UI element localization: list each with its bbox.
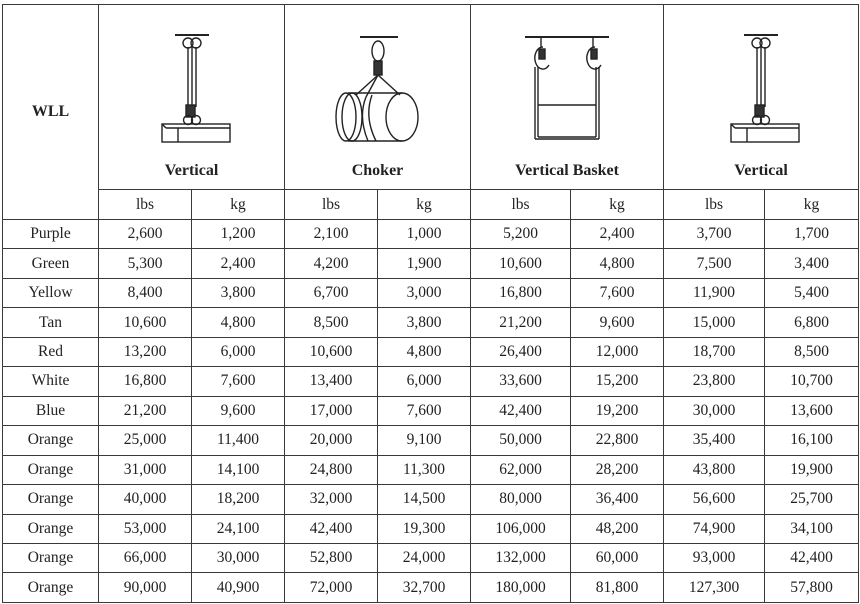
- capacity-cell: 32,700: [378, 573, 471, 603]
- hitch-label: Vertical: [164, 162, 219, 179]
- capacity-cell: 40,900: [192, 573, 285, 603]
- sling-color-cell: Orange: [3, 573, 99, 603]
- capacity-cell: 48,200: [571, 514, 664, 543]
- capacity-cell: 31,000: [99, 455, 192, 484]
- sling-color-cell: Orange: [3, 514, 99, 543]
- capacity-cell: 36,400: [571, 485, 664, 514]
- hitch-vertical-header: [99, 5, 285, 190]
- sling-color-cell: White: [3, 367, 99, 396]
- table-row: [3, 278, 859, 307]
- capacity-cell: 2,400: [571, 220, 664, 249]
- sling-color-cell: Orange: [3, 485, 99, 514]
- sling-color-cell: Green: [3, 249, 99, 278]
- sling-color-cell: Orange: [3, 455, 99, 484]
- capacity-cell: 14,500: [378, 485, 471, 514]
- table-row: [3, 308, 859, 337]
- unit-header: kg: [571, 190, 664, 220]
- capacity-cell: 6,000: [378, 367, 471, 396]
- capacity-cell: 3,800: [192, 278, 285, 307]
- capacity-cell: 22,800: [571, 426, 664, 455]
- capacity-cell: 53,000: [99, 514, 192, 543]
- capacity-cell: 16,800: [471, 278, 571, 307]
- capacity-cell: 19,900: [765, 455, 859, 484]
- capacity-cell: 16,800: [99, 367, 192, 396]
- capacity-cell: 11,400: [192, 426, 285, 455]
- capacity-cell: 10,600: [285, 337, 378, 366]
- table-row: [3, 573, 859, 603]
- capacity-cell: 8,500: [765, 337, 859, 366]
- capacity-cell: 30,000: [192, 543, 285, 572]
- capacity-cell: 24,100: [192, 514, 285, 543]
- capacity-cell: 9,100: [378, 426, 471, 455]
- vertical-hitch-icon: [721, 27, 801, 147]
- capacity-cell: 72,000: [285, 573, 378, 603]
- capacity-cell: 93,000: [664, 543, 765, 572]
- hitch-vertical-header-2: [664, 5, 859, 190]
- unit-header: kg: [192, 190, 285, 220]
- capacity-cell: 127,300: [664, 573, 765, 603]
- capacity-cell: 4,200: [285, 249, 378, 278]
- capacity-cell: 180,000: [471, 573, 571, 603]
- capacity-cell: 3,800: [378, 308, 471, 337]
- capacity-cell: 60,000: [571, 543, 664, 572]
- table-row: [3, 543, 859, 572]
- wll-capacity-table: [2, 4, 859, 603]
- table-row: [3, 396, 859, 425]
- table-body: [3, 220, 859, 603]
- capacity-cell: 19,200: [571, 396, 664, 425]
- capacity-cell: 7,600: [378, 396, 471, 425]
- capacity-cell: 56,600: [664, 485, 765, 514]
- hitch-label: Vertical Basket: [515, 162, 619, 179]
- sling-color-cell: Tan: [3, 308, 99, 337]
- capacity-cell: 42,400: [285, 514, 378, 543]
- unit-header: lbs: [99, 190, 192, 220]
- capacity-cell: 6,800: [765, 308, 859, 337]
- table-row: [3, 485, 859, 514]
- unit-header: lbs: [471, 190, 571, 220]
- capacity-cell: 21,200: [99, 396, 192, 425]
- capacity-cell: 1,700: [765, 220, 859, 249]
- table-row: [3, 220, 859, 249]
- vertical-hitch-icon: [152, 27, 232, 147]
- table-row: [3, 367, 859, 396]
- capacity-cell: 9,600: [192, 396, 285, 425]
- capacity-cell: 42,400: [765, 543, 859, 572]
- capacity-cell: 2,400: [192, 249, 285, 278]
- capacity-cell: 25,000: [99, 426, 192, 455]
- choker-hitch-icon: [328, 27, 428, 147]
- capacity-cell: 1,900: [378, 249, 471, 278]
- capacity-cell: 3,700: [664, 220, 765, 249]
- sling-color-cell: Red: [3, 337, 99, 366]
- capacity-cell: 35,400: [664, 426, 765, 455]
- capacity-cell: 4,800: [378, 337, 471, 366]
- table-row: [3, 426, 859, 455]
- sling-color-cell: Purple: [3, 220, 99, 249]
- capacity-cell: 43,800: [664, 455, 765, 484]
- capacity-cell: 5,400: [765, 278, 859, 307]
- unit-header-row: [3, 190, 859, 220]
- capacity-cell: 26,400: [471, 337, 571, 366]
- capacity-cell: 19,300: [378, 514, 471, 543]
- capacity-cell: 1,200: [192, 220, 285, 249]
- capacity-cell: 7,500: [664, 249, 765, 278]
- capacity-cell: 10,600: [99, 308, 192, 337]
- capacity-cell: 4,800: [192, 308, 285, 337]
- unit-header: kg: [378, 190, 471, 220]
- capacity-cell: 8,500: [285, 308, 378, 337]
- capacity-cell: 34,100: [765, 514, 859, 543]
- hitch-vertical-basket-header: [471, 5, 664, 190]
- capacity-cell: 6,700: [285, 278, 378, 307]
- capacity-cell: 8,400: [99, 278, 192, 307]
- capacity-cell: 50,000: [471, 426, 571, 455]
- capacity-cell: 11,900: [664, 278, 765, 307]
- capacity-cell: 24,000: [378, 543, 471, 572]
- capacity-cell: 52,800: [285, 543, 378, 572]
- capacity-cell: 7,600: [192, 367, 285, 396]
- capacity-cell: 132,000: [471, 543, 571, 572]
- capacity-cell: 21,200: [471, 308, 571, 337]
- capacity-cell: 57,800: [765, 573, 859, 603]
- hitch-label: Vertical: [734, 162, 788, 179]
- table-row: [3, 249, 859, 278]
- sling-color-cell: Yellow: [3, 278, 99, 307]
- table-row: [3, 455, 859, 484]
- capacity-cell: 10,700: [765, 367, 859, 396]
- hitch-label: Choker: [351, 162, 404, 179]
- capacity-cell: 14,100: [192, 455, 285, 484]
- capacity-cell: 81,800: [571, 573, 664, 603]
- capacity-cell: 3,400: [765, 249, 859, 278]
- unit-header: lbs: [285, 190, 378, 220]
- capacity-cell: 10,600: [471, 249, 571, 278]
- capacity-cell: 25,700: [765, 485, 859, 514]
- hitch-header-row: [3, 5, 859, 190]
- capacity-cell: 16,100: [765, 426, 859, 455]
- capacity-cell: 30,000: [664, 396, 765, 425]
- capacity-cell: 7,600: [571, 278, 664, 307]
- capacity-cell: 74,900: [664, 514, 765, 543]
- capacity-cell: 1,000: [378, 220, 471, 249]
- capacity-cell: 80,000: [471, 485, 571, 514]
- capacity-cell: 13,200: [99, 337, 192, 366]
- vertical-basket-hitch-icon: [517, 27, 617, 147]
- capacity-cell: 2,100: [285, 220, 378, 249]
- capacity-cell: 42,400: [471, 396, 571, 425]
- capacity-cell: 17,000: [285, 396, 378, 425]
- capacity-cell: 13,600: [765, 396, 859, 425]
- unit-header: lbs: [664, 190, 765, 220]
- capacity-cell: 15,000: [664, 308, 765, 337]
- capacity-cell: 28,200: [571, 455, 664, 484]
- capacity-cell: 5,200: [471, 220, 571, 249]
- capacity-cell: 33,600: [471, 367, 571, 396]
- capacity-cell: 66,000: [99, 543, 192, 572]
- table-row: [3, 337, 859, 366]
- capacity-cell: 20,000: [285, 426, 378, 455]
- capacity-cell: 90,000: [99, 573, 192, 603]
- wll-header: WLL: [3, 5, 99, 220]
- capacity-cell: 5,300: [99, 249, 192, 278]
- capacity-cell: 4,800: [571, 249, 664, 278]
- capacity-cell: 15,200: [571, 367, 664, 396]
- unit-header: kg: [765, 190, 859, 220]
- hitch-choker-header: [285, 5, 471, 190]
- capacity-cell: 106,000: [471, 514, 571, 543]
- capacity-cell: 11,300: [378, 455, 471, 484]
- capacity-cell: 2,600: [99, 220, 192, 249]
- capacity-cell: 3,000: [378, 278, 471, 307]
- capacity-cell: 24,800: [285, 455, 378, 484]
- capacity-cell: 40,000: [99, 485, 192, 514]
- capacity-cell: 62,000: [471, 455, 571, 484]
- capacity-cell: 9,600: [571, 308, 664, 337]
- sling-color-cell: Orange: [3, 543, 99, 572]
- table-row: [3, 514, 859, 543]
- capacity-cell: 18,200: [192, 485, 285, 514]
- capacity-cell: 32,000: [285, 485, 378, 514]
- sling-color-cell: Orange: [3, 426, 99, 455]
- capacity-cell: 13,400: [285, 367, 378, 396]
- capacity-cell: 6,000: [192, 337, 285, 366]
- sling-color-cell: Blue: [3, 396, 99, 425]
- capacity-cell: 12,000: [571, 337, 664, 366]
- capacity-cell: 18,700: [664, 337, 765, 366]
- capacity-cell: 23,800: [664, 367, 765, 396]
